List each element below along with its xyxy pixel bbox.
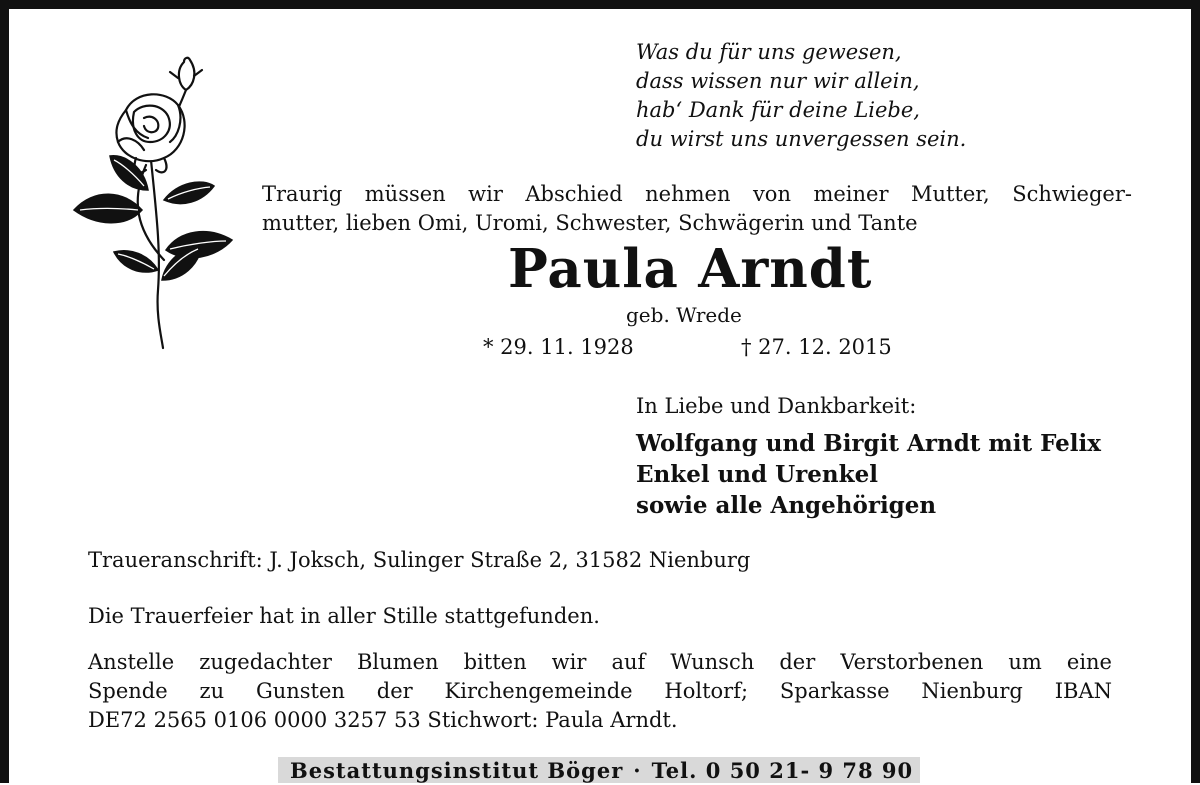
rose-icon — [66, 50, 241, 350]
poem-line: Was du für uns gewesen, — [636, 40, 902, 64]
announcement-text — [262, 180, 1132, 238]
donation-request — [88, 648, 1112, 735]
mourner-line: Wolfgang und Birgit Arndt mit Felix — [636, 430, 1101, 457]
donation-line: Anstelle zugedachter Blumen bitten wir auf Wunsch der Verstorbenen um eine — [88, 650, 1112, 674]
funeral-home-footer — [278, 757, 920, 783]
mourning-address: Traueranschrift: J. Joksch, Sulinger Straße 2, 31582 Nienburg — [88, 548, 751, 572]
funeral-home-phone: Tel. 0 50 21- 9 78 90 — [651, 758, 914, 783]
poem-line: du wirst uns unvergessen sein. — [636, 127, 967, 151]
funeral-service-note: Die Trauerfeier hat in aller Stille stattgefunden. — [88, 604, 600, 628]
poem-line: hab‘ Dank für deine Liebe, — [636, 98, 920, 122]
donation-line: DE72 2565 0106 0000 3257 53 Stichwort: Paula Arndt. — [88, 708, 678, 732]
funeral-home-name: Bestattungsinstitut Böger — [290, 758, 624, 783]
mourner-line: Enkel und Urenkel — [636, 461, 878, 488]
thanks-line: In Liebe und Dankbarkeit: — [636, 394, 917, 418]
memorial-poem — [636, 38, 966, 154]
announcement-line: Traurig müssen wir Abschied nehmen von meiner Mutter, Schwieger- — [262, 182, 1132, 206]
life-dates — [483, 335, 892, 359]
footer-separator: · — [633, 758, 642, 783]
deceased-name: Paula Arndt — [508, 238, 873, 300]
announcement-line: mutter, lieben Omi, Uromi, Schwester, Schwägerin und Tante — [262, 211, 918, 235]
birth-name: geb. Wrede — [626, 303, 742, 327]
mourner-line: sowie alle Angehörigen — [636, 492, 937, 519]
mourners-list — [636, 428, 1101, 521]
poem-line: dass wissen nur wir allein, — [636, 69, 920, 93]
donation-line: Spende zu Gunsten der Kirchengemeinde Holtorf; Sparkasse Nienburg IBAN — [88, 679, 1112, 703]
birth-date: * 29. 11. 1928 — [483, 335, 634, 359]
death-date: † 27. 12. 2015 — [741, 335, 892, 359]
